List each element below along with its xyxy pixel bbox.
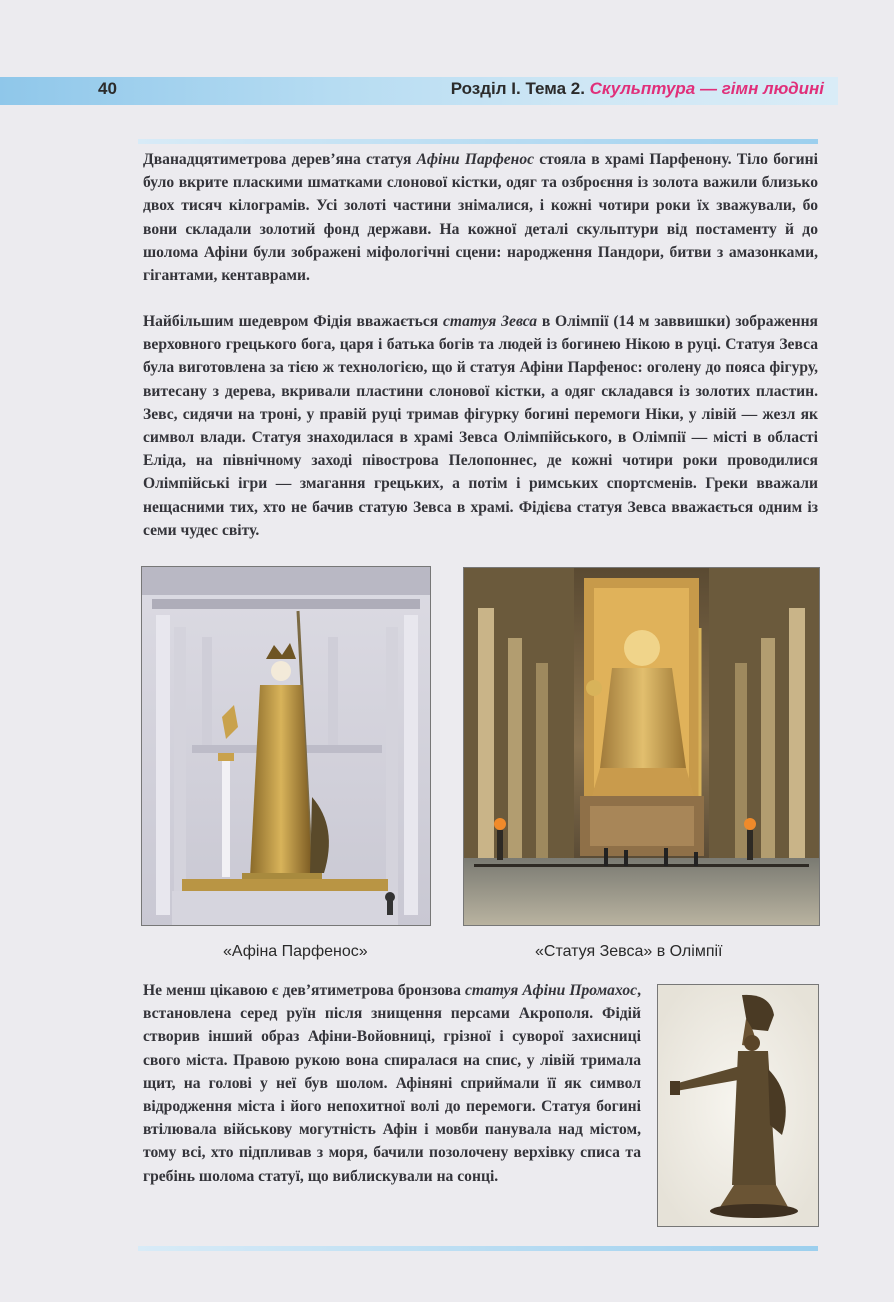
topic-title: Скульптура — гімн людині [589, 79, 824, 98]
emphasis-term: статуя Афіни Промахос [464, 982, 638, 999]
section-label: Розділ І. Тема 2. [450, 79, 590, 98]
running-head [451, 79, 824, 99]
text-run: Дванадцятиметрова дерев’яна статуя [143, 151, 417, 168]
text-run: стояла в храмі Парфенону. Тіло богині було вкрите плаcкими шматками слонової кістки, одяг та озброєння із золота важили близько двох тисяч кілограмів. Усі золоті частини знімалися, і кожні чотири роки їх зважували, бо вони складали золотий фонд держави. На кожної деталі скульптури від постаменту й до шолома Афіни були зображені міфологічні сцени: народження Пандори, битви з амазонками, гігантами, кентаврами. [143, 151, 818, 285]
text-run: , встановлена серед руїн після знищення персами Акрополя. Фідій створив інший образ Афіни-Войовниці, грізної і суворої захисниці свого міста. Правою рукою вона спиралася на спис, у лівій тримала щит, на голові у неї був шолом. Афіняні сприймали її як символ відродження міста і його непохитної волі до перемоги. Статуя богині втілювала військову могутність Афін і мовби панувала над містом, тому всі, хто підпливав з моря, бачили позолочену верхівку списа та гребінь шолома статуї, що виблискували на сонці. [143, 982, 641, 1185]
page-number: 40 [98, 79, 117, 98]
athena-parthenos-caption: «Афіна Парфенос» [223, 943, 368, 960]
athena-promachos-image [657, 984, 819, 1227]
athena-parthenos-image [141, 566, 431, 926]
emphasis-term: статуя Зевса [443, 313, 538, 330]
text-run: Не менш цікавою є дев’ятиметрова бронзова [143, 982, 465, 999]
paragraph-athena-parthenos [143, 148, 818, 287]
paragraph-statue-of-zeus [143, 310, 818, 542]
statue-of-zeus-image [463, 567, 820, 926]
text-run: в Олімпії (14 м заввишки) зображення верховного грецького бога, царя і батька богів та людей із богинею Нікою в руці. Статуя Зевса була виготовлена за тією ж технологією, що й статуя Афіни Парфенос: оголену до пояса фігуру, витесану з дерева, вкривали пластини слонової кістки, а одяг складався із золотих пластин. Зевс, сидячи на троні, у правій руці тримав фігурку богині перемоги Ніки, у лівій — жезл як символ влади. Статуя знаходилася в храмі Зевса Олімпійського, в Олімпії — місті в області Еліда, на північному заході півострова Пелопоннес, де кожні чотири роки проводилися Олімпійські ігри — змагання грецьких, а потім і римських спортсменів. Греки вважали нещасними тих, хто не бачив статую Зевса в храмі. Фідієва статуя Зевса вважається одним із семи чудес світу. [143, 313, 818, 539]
emphasis-term: Афіни Парфенос [416, 151, 535, 168]
bottom-rule [138, 1246, 818, 1251]
paragraph-athena-promachos [143, 979, 641, 1188]
text-run: Найбільшим шедевром Фідія вважається [143, 313, 444, 330]
top-rule [138, 139, 818, 144]
statue-of-zeus-caption: «Статуя Зевса» в Олімпії [535, 943, 723, 960]
